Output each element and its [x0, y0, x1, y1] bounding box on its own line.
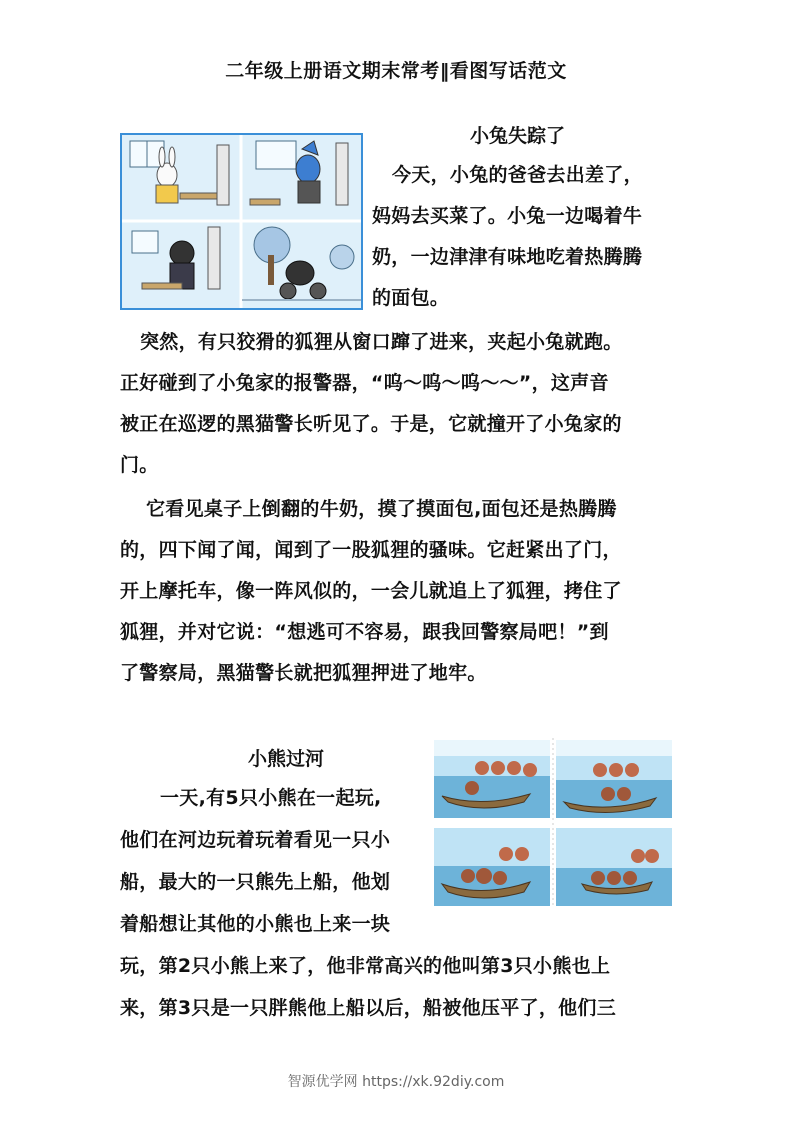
story1-line: 突然，有只狡猾的狐狸从窗口蹿了进来，夹起小兔就跑。	[140, 331, 623, 353]
story2-line: 船，最大的一只熊先上船，他划	[120, 871, 391, 893]
story1-line: 被正在巡逻的黑猫警长听见了。于是，它就撞开了小兔家的	[120, 413, 622, 435]
story1-line: 开上摩托车，像一阵风似的，一会儿就追上了狐狸，拷住了	[120, 580, 622, 602]
story1-line: 的，四下闻了闻，闻到了一股狐狸的骚味。它赶紧出了门，	[120, 539, 622, 561]
page-footer: 智源优学网 https://xk.92diy.com	[287, 1074, 505, 1090]
story1-illustration	[120, 133, 363, 310]
story2-line: 玩，第2只小熊上来了，他非常高兴的他叫第3只小熊也上	[120, 955, 611, 977]
story2-line: 他们在河边玩着玩着看见一只小	[120, 829, 391, 851]
story1-line: 奶，一边津津有味地吃着热腾腾	[372, 246, 643, 268]
story1-line: 门。	[120, 454, 159, 476]
story2-heading: 小熊过河	[248, 748, 325, 770]
story2-line: 一天,有5只小熊在一起玩,	[160, 787, 382, 809]
story1-line: 妈妈去买菜了。小兔一边喝着牛	[372, 205, 643, 227]
story1-line: 它看见桌子上倒翻的牛奶，摸了摸面包,面包还是热腾腾	[146, 498, 617, 520]
story2-illustration	[432, 738, 674, 908]
story1-line: 狐狸，并对它说：“想逃可不容易，跟我回警察局吧！”到	[120, 621, 609, 643]
story2-line: 来，第3只是一只胖熊他上船以后，船被他压平了，他们三	[120, 997, 617, 1019]
story1-line: 正好碰到了小兔家的报警器，“呜～呜～呜～～”，这声音	[120, 372, 609, 394]
story1-line: 今天，小兔的爸爸去出差了，	[392, 164, 643, 186]
story2-line: 着船想让其他的小熊也上来一块	[120, 913, 391, 935]
story1-line: 了警察局，黑猫警长就把狐狸押进了地牢。	[120, 662, 487, 684]
story1-heading: 小兔失踪了	[470, 125, 566, 147]
document-title: 二年级上册语文期末常考‖看图写话范文	[225, 60, 567, 82]
story1-line: 的面包。	[372, 287, 450, 309]
